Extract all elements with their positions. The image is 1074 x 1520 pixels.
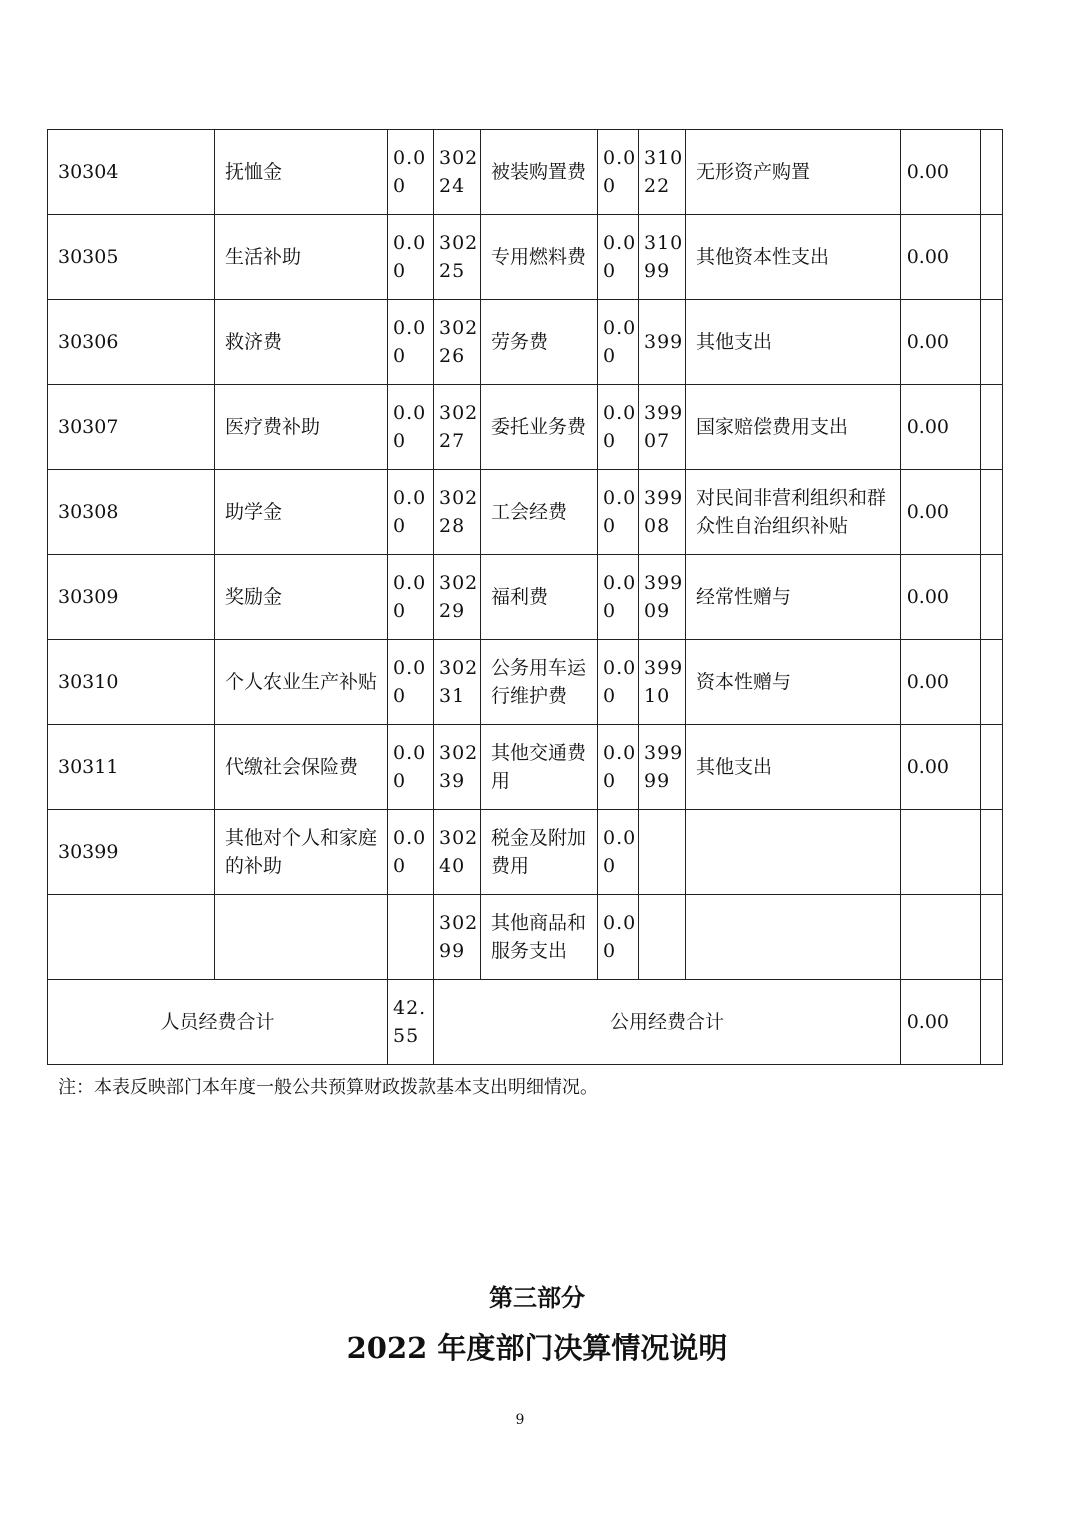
amount-other-cell: 0.00 xyxy=(901,470,981,555)
code-other-cell xyxy=(639,810,686,895)
code-other-cell: 399 xyxy=(639,300,686,385)
code-public-cell: 30225 xyxy=(434,215,481,300)
amount-personnel-cell: 0.00 xyxy=(388,385,434,470)
code-other-cell: 31022 xyxy=(639,130,686,215)
amount-other-cell xyxy=(901,810,981,895)
table-row xyxy=(48,640,1003,725)
code-public-cell: 30239 xyxy=(434,725,481,810)
spacer-cell xyxy=(981,810,1003,895)
item-personnel-cell: 个人农业生产补贴 xyxy=(215,640,388,725)
item-public-cell: 公务用车运行维护费 xyxy=(481,640,598,725)
amount-other-cell: 0.00 xyxy=(901,300,981,385)
amount-other-cell: 0.00 xyxy=(901,640,981,725)
table-row xyxy=(48,470,1003,555)
amount-public-cell: 0.00 xyxy=(598,385,639,470)
spacer-cell xyxy=(981,895,1003,980)
amount-other-cell: 0.00 xyxy=(901,555,981,640)
spacer-cell xyxy=(981,215,1003,300)
item-personnel-cell: 抚恤金 xyxy=(215,130,388,215)
code-personnel-cell: 30399 xyxy=(48,810,215,895)
table-row xyxy=(48,555,1003,640)
item-public-cell: 专用燃料费 xyxy=(481,215,598,300)
code-personnel-cell: 30311 xyxy=(48,725,215,810)
code-public-cell: 30228 xyxy=(434,470,481,555)
item-personnel-cell: 代缴社会保险费 xyxy=(215,725,388,810)
item-personnel-cell: 医疗费补助 xyxy=(215,385,388,470)
amount-other-cell: 0.00 xyxy=(901,725,981,810)
table-row xyxy=(48,725,1003,810)
part-title: 第三部分 xyxy=(489,1283,585,1312)
amount-public-cell: 0.00 xyxy=(598,725,639,810)
amount-public-cell: 0.00 xyxy=(598,810,639,895)
spacer-cell xyxy=(981,980,1003,1065)
code-other-cell: 39907 xyxy=(639,385,686,470)
code-personnel-cell: 30304 xyxy=(48,130,215,215)
code-public-cell: 30229 xyxy=(434,555,481,640)
code-personnel-cell: 30306 xyxy=(48,300,215,385)
item-other-cell: 无形资产购置 xyxy=(686,130,901,215)
table-row xyxy=(48,810,1003,895)
code-personnel-cell xyxy=(48,895,215,980)
code-other-cell: 39910 xyxy=(639,640,686,725)
item-personnel-cell: 其他对个人和家庭的补助 xyxy=(215,810,388,895)
totals-row xyxy=(48,980,1003,1065)
amount-personnel-cell: 0.00 xyxy=(388,810,434,895)
page-number: 9 xyxy=(515,1412,525,1428)
item-public-cell: 税金及附加费用 xyxy=(481,810,598,895)
code-personnel-cell: 30309 xyxy=(48,555,215,640)
code-other-cell xyxy=(639,895,686,980)
amount-personnel-cell: 0.00 xyxy=(388,640,434,725)
amount-other-cell xyxy=(901,895,981,980)
spacer-cell xyxy=(981,470,1003,555)
table-note: 注：本表反映部门本年度一般公共预算财政拨款基本支出明细情况。 xyxy=(58,1077,598,1098)
public-total-label: 公用经费合计 xyxy=(434,980,901,1065)
amount-public-cell: 0.00 xyxy=(598,640,639,725)
item-personnel-cell: 救济费 xyxy=(215,300,388,385)
item-public-cell: 福利费 xyxy=(481,555,598,640)
code-public-cell: 30231 xyxy=(434,640,481,725)
amount-other-cell: 0.00 xyxy=(901,385,981,470)
section-heading: 2022 年度部门决算情况说明 xyxy=(346,1331,728,1365)
code-other-cell: 39909 xyxy=(639,555,686,640)
table-row xyxy=(48,130,1003,215)
amount-public-cell: 0.00 xyxy=(598,470,639,555)
code-other-cell: 39999 xyxy=(639,725,686,810)
amount-public-cell: 0.00 xyxy=(598,215,639,300)
code-personnel-cell: 30307 xyxy=(48,385,215,470)
item-other-cell: 资本性赠与 xyxy=(686,640,901,725)
amount-personnel-cell: 0.00 xyxy=(388,725,434,810)
item-other-cell: 其他支出 xyxy=(686,725,901,810)
item-personnel-cell: 助学金 xyxy=(215,470,388,555)
item-other-cell: 国家赔偿费用支出 xyxy=(686,385,901,470)
code-public-cell: 30240 xyxy=(434,810,481,895)
code-public-cell: 30226 xyxy=(434,300,481,385)
item-other-cell xyxy=(686,810,901,895)
table-row xyxy=(48,385,1003,470)
amount-public-cell: 0.00 xyxy=(598,555,639,640)
item-other-cell: 其他支出 xyxy=(686,300,901,385)
spacer-cell xyxy=(981,130,1003,215)
amount-personnel-cell: 0.00 xyxy=(388,470,434,555)
amount-personnel-cell xyxy=(388,895,434,980)
code-public-cell: 30299 xyxy=(434,895,481,980)
public-total-value: 0.00 xyxy=(901,980,981,1065)
code-personnel-cell: 30308 xyxy=(48,470,215,555)
amount-personnel-cell: 0.00 xyxy=(388,300,434,385)
table-row xyxy=(48,215,1003,300)
item-personnel-cell: 生活补助 xyxy=(215,215,388,300)
amount-public-cell: 0.00 xyxy=(598,130,639,215)
code-other-cell: 31099 xyxy=(639,215,686,300)
code-personnel-cell: 30305 xyxy=(48,215,215,300)
item-public-cell: 其他商品和服务支出 xyxy=(481,895,598,980)
basic-expenditure-table xyxy=(47,129,1003,1065)
amount-personnel-cell: 0.00 xyxy=(388,215,434,300)
item-personnel-cell xyxy=(215,895,388,980)
item-personnel-cell: 奖励金 xyxy=(215,555,388,640)
code-other-cell: 39908 xyxy=(639,470,686,555)
code-public-cell: 30224 xyxy=(434,130,481,215)
item-other-cell: 经常性赠与 xyxy=(686,555,901,640)
item-other-cell: 对民间非营利组织和群众性自治组织补贴 xyxy=(686,470,901,555)
amount-personnel-cell: 0.00 xyxy=(388,130,434,215)
item-public-cell: 工会经费 xyxy=(481,470,598,555)
amount-public-cell: 0.00 xyxy=(598,300,639,385)
item-other-cell xyxy=(686,895,901,980)
spacer-cell xyxy=(981,555,1003,640)
spacer-cell xyxy=(981,385,1003,470)
item-public-cell: 劳务费 xyxy=(481,300,598,385)
table-row xyxy=(48,300,1003,385)
personnel-total-value: 42.55 xyxy=(388,980,434,1065)
amount-other-cell: 0.00 xyxy=(901,130,981,215)
item-other-cell: 其他资本性支出 xyxy=(686,215,901,300)
item-public-cell: 其他交通费用 xyxy=(481,725,598,810)
personnel-total-label: 人员经费合计 xyxy=(48,980,388,1065)
code-personnel-cell: 30310 xyxy=(48,640,215,725)
amount-other-cell: 0.00 xyxy=(901,215,981,300)
spacer-cell xyxy=(981,725,1003,810)
spacer-cell xyxy=(981,640,1003,725)
spacer-cell xyxy=(981,300,1003,385)
code-public-cell: 30227 xyxy=(434,385,481,470)
table-row xyxy=(48,895,1003,980)
item-public-cell: 被装购置费 xyxy=(481,130,598,215)
item-public-cell: 委托业务费 xyxy=(481,385,598,470)
amount-public-cell: 0.00 xyxy=(598,895,639,980)
amount-personnel-cell: 0.00 xyxy=(388,555,434,640)
